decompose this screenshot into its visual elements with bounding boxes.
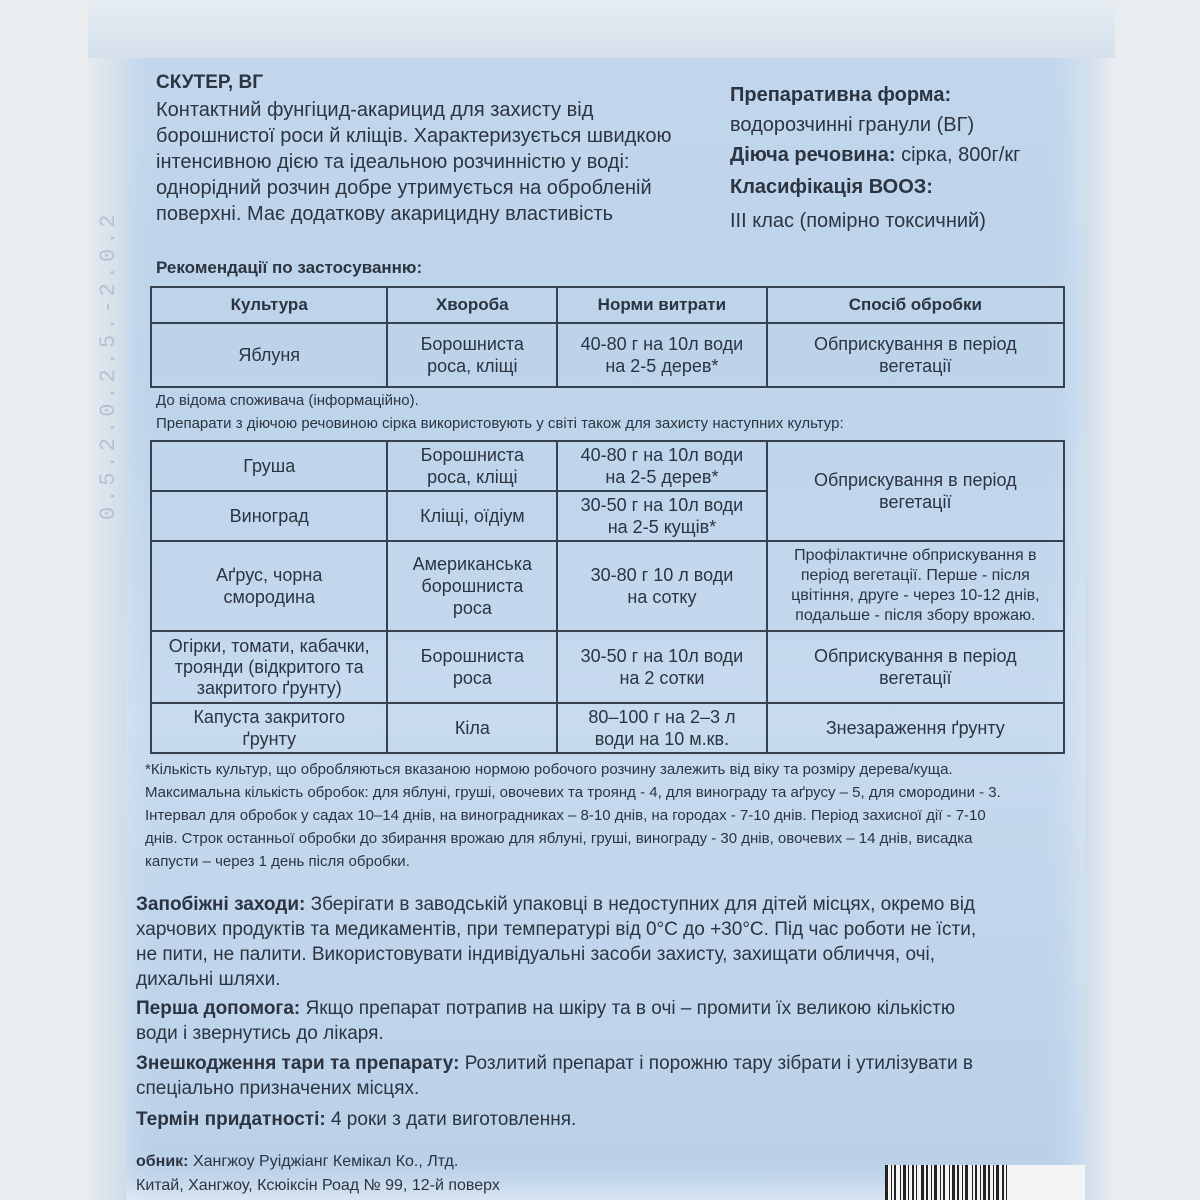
manufacturer-line: обник: Хангжоу Руіджіанг Кемікал Ко., Лтд. bbox=[136, 1153, 459, 1170]
cell-disease: Американська борошниста роса bbox=[387, 541, 557, 631]
active-label: Діюча речовина: bbox=[730, 144, 896, 166]
cell-method: Обприскування в період вегетації bbox=[767, 631, 1064, 703]
description-line: Контактний фунгіцид-акарицид для захисту від bbox=[156, 99, 594, 121]
cell-crop: Капуста закритого ґрунту bbox=[151, 703, 387, 753]
cell-method: Профілактичне обприскування в період вегетації. Перше - після цвітіння, друге - через 10-12 днів, подальше - після збору врожаю. bbox=[767, 541, 1064, 631]
other-crops-table bbox=[150, 440, 1065, 754]
cell-crop: Виноград bbox=[151, 491, 387, 541]
table-row bbox=[151, 703, 1064, 753]
table-row bbox=[151, 541, 1064, 631]
footnote-line: днів. Строк останньої обробки до збирання врожаю для яблуні, груші, винограду - 30 днів, овочевих – 14 днів, висадка bbox=[145, 830, 973, 847]
header-disease: Хвороба bbox=[387, 287, 557, 323]
precautions-line: не пити, не палити. Використовувати індивідуальні засоби захисту, захищати обличчя, очі, bbox=[136, 944, 935, 965]
header-method: Спосіб обробки bbox=[767, 287, 1064, 323]
description-line: однорідний розчин добре утримується на обробленій bbox=[156, 177, 652, 199]
cell-rate: 40-80 г на 10л води на 2-5 дерев* bbox=[557, 323, 766, 387]
form-value: водорозчинні гранули (ВГ) bbox=[730, 114, 975, 136]
description-line: поверхні. Має додаткову акарицидну властивість bbox=[156, 203, 614, 225]
cell-rate: 30-50 г на 10л води на 2-5 кущів* bbox=[557, 491, 766, 541]
header-rate: Норми витрати bbox=[557, 287, 766, 323]
cell-disease: Борошниста роса, кліщі bbox=[387, 441, 557, 491]
batch-code: 0.5.2.0.2.5.-2.0.2 bbox=[96, 210, 121, 520]
precautions-label: Запобіжні заходи: bbox=[136, 894, 306, 915]
table-header-row bbox=[151, 287, 1064, 323]
manufacturer-label: обник: bbox=[136, 1153, 189, 1170]
footnote-line: капусти – через 1 день після обробки. bbox=[145, 853, 410, 870]
first-aid-line: Перша допомога: Якщо препарат потрапив на шкіру та в очі – промити їх великою кількістю bbox=[136, 998, 956, 1019]
description-line: інтенсивною дією та ідеальною розчинністю у воді: bbox=[156, 151, 630, 173]
product-title: СКУТЕР, ВГ bbox=[156, 72, 263, 93]
disposal-line: спеціально призначених місцях. bbox=[136, 1078, 420, 1099]
cell-rate: 30-50 г на 10л води на 2 сотки bbox=[557, 631, 766, 703]
barcode bbox=[885, 1165, 1085, 1200]
cell-crop: Яблуня bbox=[151, 323, 387, 387]
cell-method: Обприскування в період вегетації bbox=[767, 323, 1064, 387]
footnote-line: Максимальна кількість обробок: для яблуні, груші, овочевих та троянд - 4, для винограду та аґрусу – 5, для смородини - 3. bbox=[145, 784, 1001, 801]
table-row bbox=[151, 631, 1064, 703]
cell-method: Обприскування в період вегетації bbox=[767, 441, 1064, 541]
cell-disease: Кліщі, оїдіум bbox=[387, 491, 557, 541]
cell-crop: Огірки, томати, кабачки, троянди (відкритого та закритого ґрунту) bbox=[151, 631, 387, 703]
cell-rate: 40-80 г на 10л води на 2-5 дерев* bbox=[557, 441, 766, 491]
precautions-line: харчових продуктів та медикаментів, при температурі від 0°С до +30°С. Під час роботи не їсти, bbox=[136, 919, 977, 940]
shelf-life: Термін придатності: 4 роки з дати виготовлення. bbox=[136, 1109, 577, 1130]
cell-disease: Борошниста роса bbox=[387, 631, 557, 703]
disposal-label: Знешкодження тари та препарату: bbox=[136, 1053, 460, 1074]
manufacturer-address: Китай, Хангжоу, Ксюіксін Роад № 99, 12-й поверх bbox=[136, 1177, 500, 1194]
first-aid-label: Перша допомога: bbox=[136, 998, 301, 1019]
shelf-life-label: Термін придатності: bbox=[136, 1109, 326, 1130]
precautions-line: дихальні шляхи. bbox=[136, 969, 281, 990]
cell-rate: 30-80 г 10 л води на сотку bbox=[557, 541, 766, 631]
form-label: Препаративна форма: bbox=[730, 84, 952, 106]
header-crop: Культура bbox=[151, 287, 387, 323]
footnote-line: *Кількість культур, що обробляються вказаною нормою робочого розчину залежить від віку та розміру дерева/куща. bbox=[145, 761, 953, 778]
recommendations-title: Рекомендації по застосуванню: bbox=[156, 258, 423, 277]
cell-crop: Груша bbox=[151, 441, 387, 491]
info-note: До відома споживача (інформаційно). bbox=[156, 392, 419, 409]
cell-method: Знезараження ґрунту bbox=[767, 703, 1064, 753]
cell-rate: 80–100 г на 2–3 л води на 10 м.кв. bbox=[557, 703, 766, 753]
cell-disease: Борошниста роса, кліщі bbox=[387, 323, 557, 387]
info-note: Препарати з діючою речовиною сірка використовують у світі також для захисту наступних культур: bbox=[156, 415, 844, 432]
precautions-line: Запобіжні заходи: Зберігати в заводській упаковці в недоступних для дітей місцях, окремо від bbox=[136, 894, 975, 915]
cell-crop: Аґрус, чорна смородина bbox=[151, 541, 387, 631]
table-row bbox=[151, 323, 1064, 387]
disposal-line: Знешкодження тари та препарату: Розлитий препарат і порожню тару зібрати і утилізувати в bbox=[136, 1053, 973, 1074]
active-substance bbox=[730, 142, 1020, 168]
footnote-line: Інтервал для обробок у садах 10–14 днів, на виноградниках – 8-10 днів, на городах - 7-10 днів. Період захисної дії - 7-10 bbox=[145, 807, 986, 824]
class-label: Класифікація ВООЗ: bbox=[730, 176, 933, 198]
table-row bbox=[151, 441, 1064, 491]
description-line: борошнистої роси й кліщів. Характеризується швидкою bbox=[156, 125, 672, 147]
recommendations-table bbox=[150, 286, 1065, 388]
first-aid-line: води і звернутись до лікаря. bbox=[136, 1023, 384, 1044]
active-value: сірка, 800г/кг bbox=[895, 144, 1021, 166]
cell-disease: Кіла bbox=[387, 703, 557, 753]
class-value: III клас (помірно токсичний) bbox=[730, 210, 986, 232]
